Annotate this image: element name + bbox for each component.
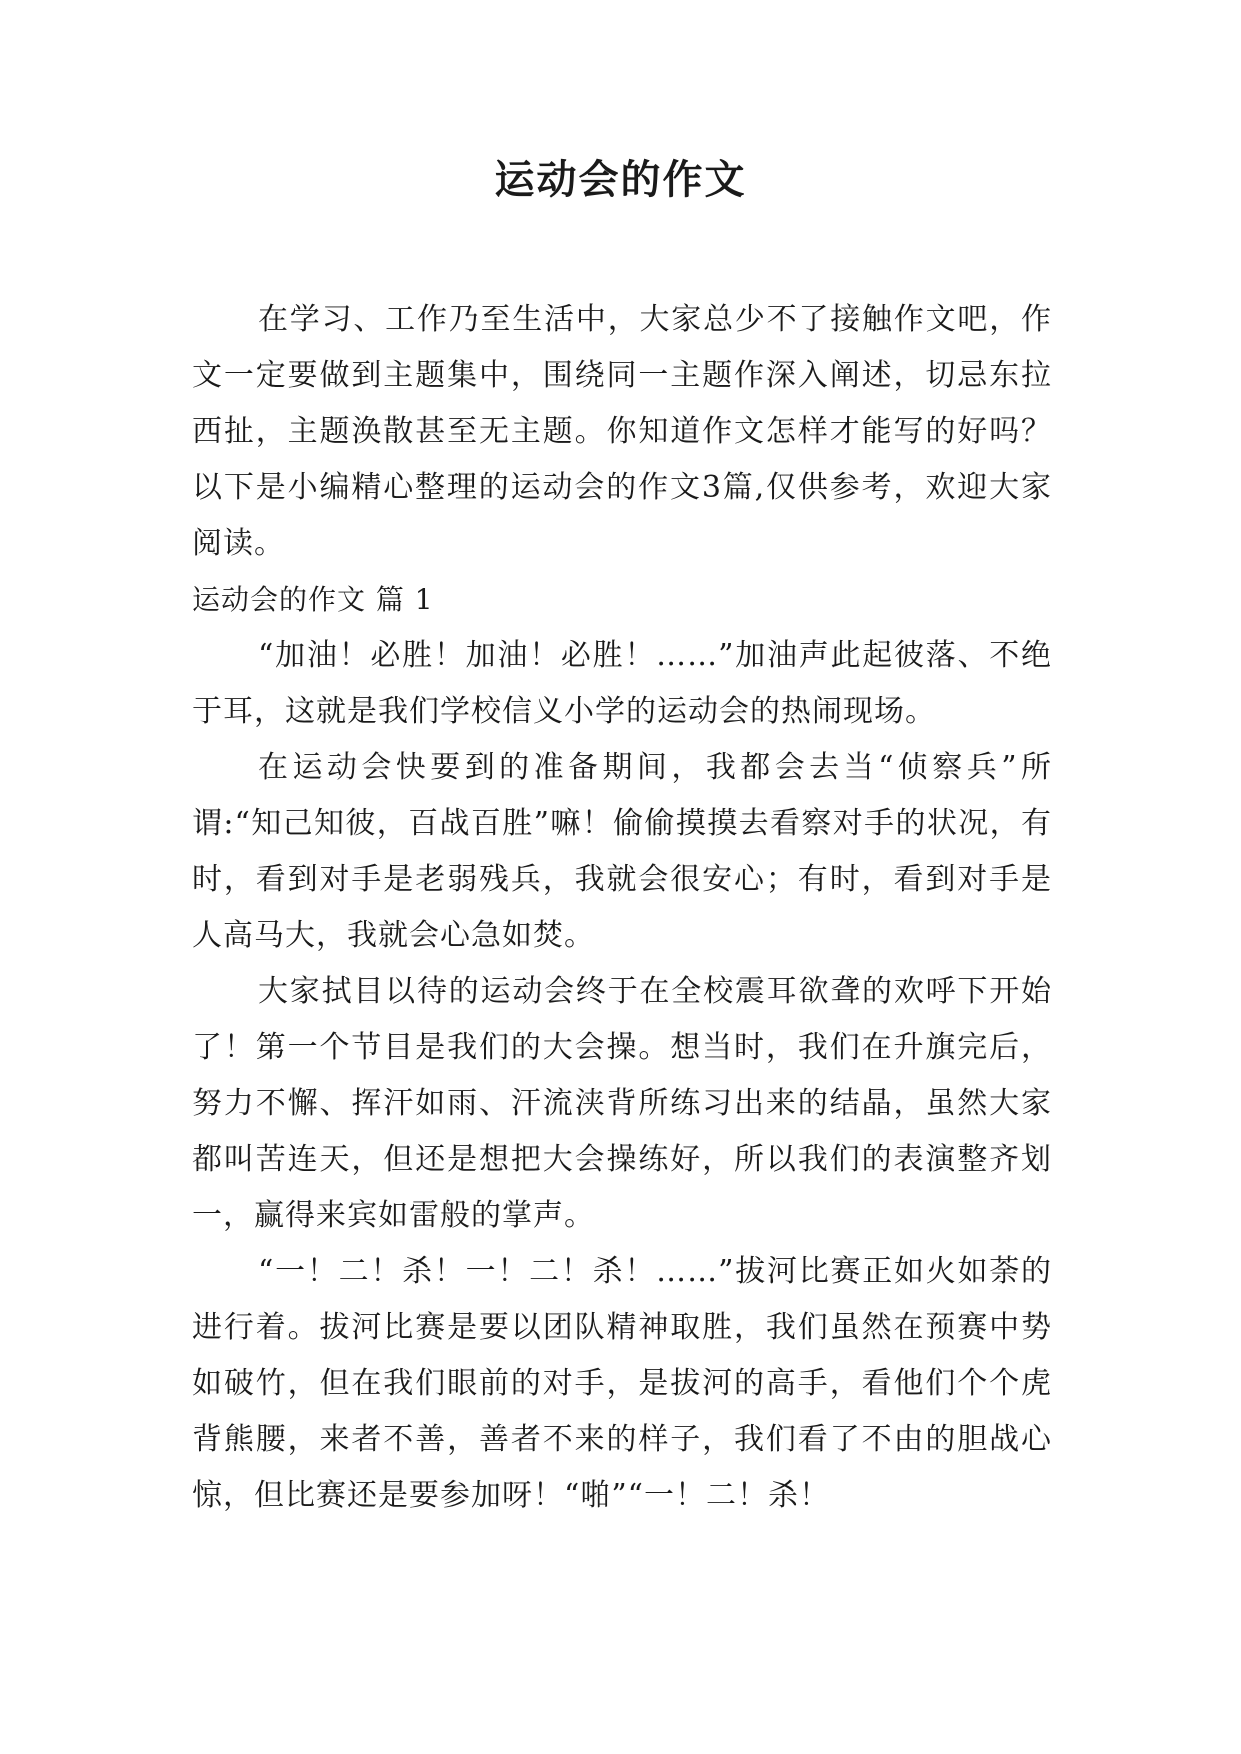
paragraph-4: “一！二！杀！一！二！杀！……”拔河比赛正如火如荼的进行着。拔河比赛是要以团队精神取胜，我们虽然在预赛中势如破竹，但在我们眼前的对手，是拔河的高手，看他们个个虎背熊腰，来者不善，善者不来的样子，我们看了不由的胆战心惊，但比赛还是要参加呀！“啪”“一！二！杀！ [192,1254,1052,1513]
section-heading: 运动会的作文 篇 1 [192,583,434,616]
paragraph-2: 在运动会快要到的准备期间，我都会去当“侦察兵”所谓:“知己知彼，百战百胜”嘛！偷偷摸摸去看察对手的状况，有时，看到对手是老弱残兵，我就会很安心；有时，看到对手是人高马大，我就会心急如焚。 [192,750,1052,953]
document-body [192,292,1052,1524]
document-title: 运动会的作文 [494,156,747,203]
intro-paragraph: 在学习、工作乃至生活中，大家总少不了接触作文吧，作文一定要做到主题集中，围绕同一主题作深入阐述，切忌东拉西扯，主题涣散甚至无主题。你知道作文怎样才能写的好吗？以下是小编精心整理的运动会的作文3篇,仅供参考，欢迎大家阅读。 [192,302,1052,561]
paragraph-1: “加油！必胜！加油！必胜！……”加油声此起彼落、不绝于耳，这就是我们学校信义小学的运动会的热闹现场。 [192,638,1052,729]
paragraph-3: 大家拭目以待的运动会终于在全校震耳欲聋的欢呼下开始了！第一个节目是我们的大会操。想当时，我们在升旗完后，努力不懈、挥汗如雨、汗流浃背所练习出来的结晶，虽然大家都叫苦连天，但还是想把大会操练好，所以我们的表演整齐划一，赢得来宾如雷般的掌声。 [192,974,1052,1233]
